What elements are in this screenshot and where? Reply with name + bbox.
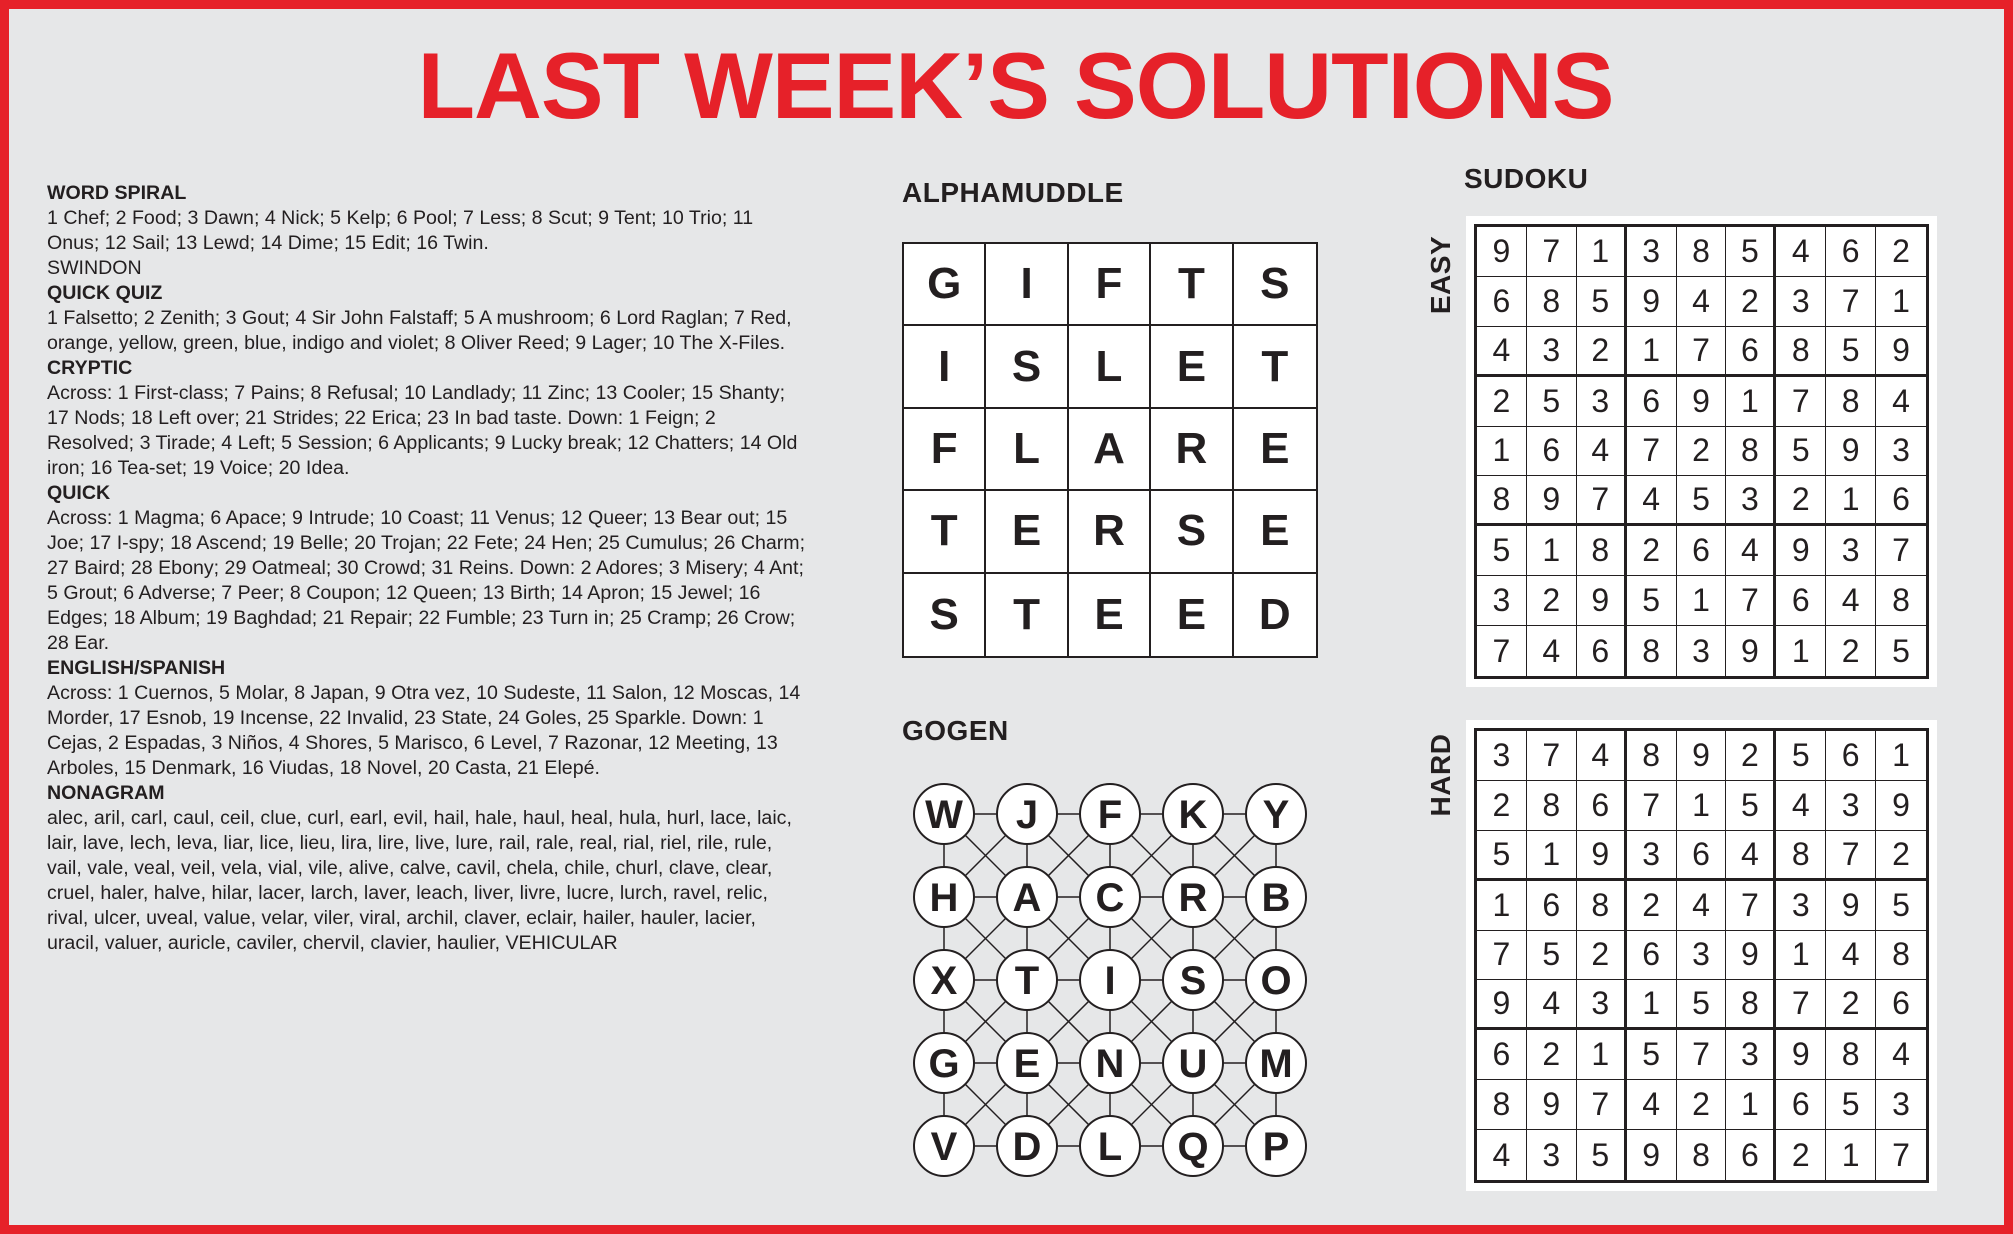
answer-heading: NONAGRAM bbox=[47, 782, 165, 804]
sudoku-cell: 5 bbox=[1677, 980, 1727, 1030]
sudoku-cell: 8 bbox=[1627, 626, 1677, 676]
sudoku-cell: 2 bbox=[1726, 277, 1776, 327]
sudoku-label: SUDOKU bbox=[1464, 163, 1589, 194]
sudoku-cell: 5 bbox=[1892, 632, 1910, 669]
sudoku-cell: 1 bbox=[1627, 980, 1677, 1030]
alphamuddle-cell: S bbox=[1234, 244, 1316, 326]
sudoku-cell: 4 bbox=[1477, 327, 1527, 377]
sudoku-cell: 6 bbox=[1776, 1080, 1826, 1130]
sudoku-cell: 9 bbox=[1477, 227, 1527, 277]
sudoku-cell: 9 bbox=[1726, 626, 1776, 676]
sudoku-cell: 8 bbox=[1726, 980, 1776, 1030]
sudoku-cell: 2 bbox=[1677, 1080, 1727, 1130]
sudoku-cell: 5 bbox=[1527, 377, 1577, 427]
sudoku-cell: 3 bbox=[1477, 576, 1527, 626]
sudoku-cell: 3 bbox=[1527, 327, 1577, 377]
answer-section bbox=[47, 356, 807, 481]
sudoku-cell: 5 bbox=[1677, 476, 1727, 526]
sudoku-cell: 2 bbox=[1527, 1030, 1577, 1080]
sudoku-cell: 1 bbox=[1826, 476, 1876, 526]
alphamuddle-cell: L bbox=[1069, 326, 1151, 408]
sudoku-cell: 4 bbox=[1527, 980, 1577, 1030]
sudoku-cell: 3 bbox=[1776, 277, 1826, 327]
gogen-letter: L bbox=[1097, 1125, 1123, 1169]
sudoku-cell: 2 bbox=[1726, 731, 1776, 781]
gogen-letter: J bbox=[1015, 793, 1039, 837]
answer-text: Across: 1 Magma; 6 Apace; 9 Intrude; 10 Coast; 11 Venus; 12 Queer; 13 Bear out; 15 Joe; 17 I-spy; 18 Ascend; 19 Belle; 20 Trojan; 22 Fete; 24 Hen; 25 Cumulus; 26 Charm; 27 Baird; 28 Ebony; 29 Oatmeal; 30 Crowd; 31 Reins. Down: 2 Adores; 3 Misery; 4 Ant; 5 Grout; 6 Adverse; 7 Peer; 8 Coupon; 12 Queen; 13 Birth; 14 Apron; 15 Jewel; 16 Edges; 18 Album; 19 Baghdad; 21 Repair; 22 Fumble; 23 Turn in; 25 Cramp; 26 Crow; 28 Ear. bbox=[47, 507, 806, 654]
sudoku-cell: 1 bbox=[1577, 1030, 1627, 1080]
sudoku-cell: 8 bbox=[1527, 781, 1577, 831]
answer-section bbox=[47, 656, 807, 781]
sudoku-cell: 3 bbox=[1627, 831, 1677, 881]
sudoku-cell: 2 bbox=[1577, 931, 1627, 981]
alphamuddle-cell: R bbox=[1069, 491, 1151, 573]
sudoku-cell: 6 bbox=[1726, 327, 1776, 377]
sudoku-cell: 7 bbox=[1776, 980, 1826, 1030]
sudoku-cell: 5 bbox=[1577, 277, 1627, 327]
alphamuddle-cell: E bbox=[1151, 574, 1233, 656]
sudoku-cell: 8 bbox=[1477, 476, 1527, 526]
sudoku-cell: 8 bbox=[1876, 576, 1926, 626]
sudoku-cell: 9 bbox=[1677, 731, 1727, 781]
sudoku-cell: 1 bbox=[1776, 931, 1826, 981]
sudoku-cell: 6 bbox=[1876, 476, 1926, 526]
gogen-letter: R bbox=[1178, 876, 1208, 920]
alphamuddle-cell: E bbox=[1069, 574, 1151, 656]
sudoku-cell: 4 bbox=[1577, 427, 1627, 477]
alphamuddle-cell: E bbox=[1151, 326, 1233, 408]
sudoku-cell: 7 bbox=[1826, 277, 1876, 327]
answer-section bbox=[47, 781, 807, 956]
sudoku-cell: 1 bbox=[1726, 377, 1776, 427]
alphamuddle-cell: E bbox=[986, 491, 1068, 573]
sudoku-cell: 6 bbox=[1577, 781, 1627, 831]
sudoku-cell: 4 bbox=[1726, 831, 1776, 881]
sudoku-cell: 8 bbox=[1527, 277, 1577, 327]
alphamuddle-cell: I bbox=[986, 244, 1068, 326]
sudoku-cell: 3 bbox=[1477, 731, 1527, 781]
sudoku-cell: 2 bbox=[1627, 526, 1677, 576]
sudoku-cell: 5 bbox=[1826, 327, 1876, 377]
alphamuddle-cell: R bbox=[1151, 409, 1233, 491]
alphamuddle-cell: A bbox=[1069, 409, 1151, 491]
alphamuddle-cell: S bbox=[986, 326, 1068, 408]
sudoku-cell: 1 bbox=[1876, 731, 1926, 781]
alphamuddle-grid bbox=[902, 242, 1318, 658]
sudoku-cell: 8 bbox=[1677, 1130, 1727, 1180]
sudoku-cell: 7 bbox=[1477, 626, 1527, 676]
alphamuddle-cell: F bbox=[904, 409, 986, 491]
gogen-letter: U bbox=[1178, 1042, 1208, 1086]
sudoku-easy-label: EASY bbox=[1425, 235, 1456, 315]
sudoku-cell: 8 bbox=[1776, 831, 1826, 881]
sudoku-cell: 2 bbox=[1876, 831, 1926, 881]
sudoku-cell: 5 bbox=[1477, 526, 1527, 576]
sudoku-cell: 1 bbox=[1677, 576, 1727, 626]
sudoku-cell: 4 bbox=[1577, 731, 1627, 781]
sudoku-cell: 7 bbox=[1477, 931, 1527, 981]
sudoku-cell: 3 bbox=[1577, 377, 1627, 427]
sudoku-cell: 7 bbox=[1726, 576, 1776, 626]
sudoku-cell: 3 bbox=[1677, 931, 1727, 981]
sudoku-cell: 6 bbox=[1527, 881, 1577, 931]
gogen-letter: V bbox=[930, 1125, 958, 1169]
answer-section bbox=[47, 481, 807, 656]
page-title: LAST WEEK’S SOLUTIONS bbox=[417, 33, 1614, 138]
sudoku-cell: 1 bbox=[1477, 427, 1527, 477]
alphamuddle-cell: G bbox=[904, 244, 986, 326]
sudoku-cell: 4 bbox=[1826, 576, 1876, 626]
sudoku-cell: 8 bbox=[1876, 931, 1926, 981]
gogen-letter: M bbox=[1259, 1042, 1293, 1086]
alphamuddle-cell: I bbox=[904, 326, 986, 408]
sudoku-cell: 2 bbox=[1477, 781, 1527, 831]
sudoku-cell: 7 bbox=[1527, 227, 1577, 277]
sudoku-hard-label: HARD bbox=[1425, 733, 1456, 817]
sudoku-cell: 7 bbox=[1876, 526, 1926, 576]
sudoku-cell: 3 bbox=[1876, 427, 1926, 477]
sudoku-cell: 8 bbox=[1826, 1030, 1876, 1080]
alphamuddle-cell: T bbox=[1151, 244, 1233, 326]
sudoku-cell: 3 bbox=[1776, 881, 1826, 931]
sudoku-cell: 9 bbox=[1776, 1030, 1826, 1080]
sudoku-cell: 6 bbox=[1527, 427, 1577, 477]
sudoku-cell: 1 bbox=[1627, 327, 1677, 377]
answer-text: 1 Falsetto; 2 Zenith; 3 Gout; 4 Sir John Falstaff; 5 A mushroom; 6 Lord Raglan; 7 Red, orange, yellow, green, blue, indigo and violet; 8 Oliver Reed; 9 Lager; 10 The X-Files. bbox=[47, 307, 792, 354]
sudoku-cell: 3 bbox=[1826, 526, 1876, 576]
answer-heading: QUICK bbox=[47, 482, 111, 504]
sudoku-cell: 4 bbox=[1527, 626, 1577, 676]
gogen-letter: H bbox=[929, 876, 959, 920]
gogen-letter: K bbox=[1178, 793, 1208, 837]
sudoku-cell: 5 bbox=[1477, 831, 1527, 881]
sudoku-cell: 5 bbox=[1627, 1030, 1677, 1080]
gogen-letter: Q bbox=[1177, 1125, 1209, 1169]
sudoku-hard-panel bbox=[1466, 720, 1937, 1191]
alphamuddle-cell: T bbox=[986, 574, 1068, 656]
sudoku-cell: 6 bbox=[1726, 1130, 1776, 1180]
sudoku-cell: 5 bbox=[1577, 1130, 1627, 1180]
sudoku-cell: 9 bbox=[1876, 781, 1926, 831]
answer-extra: SWINDON bbox=[47, 257, 142, 279]
gogen-letter: G bbox=[928, 1042, 960, 1086]
gogen-letter: W bbox=[925, 793, 963, 837]
sudoku-cell: 7 bbox=[1677, 327, 1727, 377]
alphamuddle-cell: E bbox=[1234, 491, 1316, 573]
sudoku-cell: 4 bbox=[1776, 227, 1826, 277]
sudoku-cell: 9 bbox=[1527, 1080, 1577, 1130]
sudoku-cell: 5 bbox=[1776, 427, 1826, 477]
sudoku-cell: 9 bbox=[1876, 327, 1926, 377]
sudoku-cell: 4 bbox=[1677, 277, 1727, 327]
alphamuddle-cell: E bbox=[1234, 409, 1316, 491]
sudoku-cell: 9 bbox=[1677, 377, 1727, 427]
alphamuddle-cell: T bbox=[904, 491, 986, 573]
sudoku-cell: 3 bbox=[1826, 781, 1876, 831]
gogen-letter: I bbox=[1104, 959, 1116, 1003]
sudoku-cell: 7 bbox=[1892, 1136, 1910, 1173]
sudoku-cell: 8 bbox=[1826, 377, 1876, 427]
sudoku-cell: 7 bbox=[1627, 781, 1677, 831]
sudoku-cell: 8 bbox=[1677, 227, 1727, 277]
gogen-letter: C bbox=[1095, 876, 1125, 920]
sudoku-cell: 6 bbox=[1826, 227, 1876, 277]
gogen-letter: O bbox=[1260, 959, 1292, 1003]
sudoku-cell: 1 bbox=[1677, 781, 1727, 831]
sudoku-cell: 7 bbox=[1627, 427, 1677, 477]
sudoku-cell: 9 bbox=[1826, 881, 1876, 931]
sudoku-cell: 3 bbox=[1677, 626, 1727, 676]
sudoku-cell: 7 bbox=[1677, 1030, 1727, 1080]
sudoku-cell: 7 bbox=[1776, 377, 1826, 427]
sudoku-cell: 3 bbox=[1726, 476, 1776, 526]
sudoku-cell: 9 bbox=[1627, 277, 1677, 327]
sudoku-cell: 4 bbox=[1627, 476, 1677, 526]
sudoku-cell: 1 bbox=[1826, 1130, 1876, 1180]
sudoku-cell: 7 bbox=[1527, 731, 1577, 781]
sudoku-cell: 8 bbox=[1577, 881, 1627, 931]
sudoku-cell: 5 bbox=[1876, 881, 1926, 931]
sudoku-easy-panel bbox=[1466, 216, 1937, 687]
alphamuddle-cell: T bbox=[1234, 326, 1316, 408]
sudoku-cell: 2 bbox=[1477, 377, 1527, 427]
answer-text: 1 Chef; 2 Food; 3 Dawn; 4 Nick; 5 Kelp; 6 Pool; 7 Less; 8 Scut; 9 Tent; 10 Trio; 11 Onus; 12 Sail; 13 Lewd; 14 Dime; 15 Edit; 16 Twin. bbox=[47, 207, 754, 254]
answer-text: Across: 1 First-class; 7 Pains; 8 Refusal; 10 Landlady; 11 Zinc; 13 Cooler; 15 Shanty; 17 Nods; 18 Left over; 21 Strides; 22 Erica; 23 In bad taste. Down: 1 Feign; 2 Resolved; 3 Tirade; 4 Left; 5 Session; 6 Applicants; 9 Lucky break; 12 Chatters; 14 Old iron; 16 Tea-set; 19 Voice; 20 Idea. bbox=[47, 382, 798, 479]
gogen-letter: E bbox=[1013, 1042, 1041, 1086]
gogen-letter: D bbox=[1012, 1125, 1042, 1169]
alphamuddle-cell: D bbox=[1258, 589, 1291, 639]
sudoku-cell: 4 bbox=[1826, 931, 1876, 981]
sudoku-cell: 9 bbox=[1577, 576, 1627, 626]
sudoku-cell: 4 bbox=[1876, 1030, 1926, 1080]
answer-heading: WORD SPIRAL bbox=[47, 182, 187, 204]
sudoku-cell: 6 bbox=[1577, 626, 1627, 676]
sudoku-cell: 2 bbox=[1577, 327, 1627, 377]
alphamuddle-cell: S bbox=[904, 574, 986, 656]
sudoku-cell: 7 bbox=[1826, 831, 1876, 881]
answer-heading: CRYPTIC bbox=[47, 357, 133, 379]
sudoku-cell: 9 bbox=[1726, 931, 1776, 981]
sudoku-cell: 2 bbox=[1677, 427, 1727, 477]
sudoku-cell: 4 bbox=[1876, 377, 1926, 427]
sudoku-cell: 8 bbox=[1776, 327, 1826, 377]
gogen-svg bbox=[902, 772, 1318, 1188]
sudoku-cell: 3 bbox=[1527, 1130, 1577, 1180]
alphamuddle-label: ALPHAMUDDLE bbox=[902, 177, 1124, 208]
sudoku-cell: 6 bbox=[1826, 731, 1876, 781]
sudoku-cell: 2 bbox=[1776, 476, 1826, 526]
answer-section bbox=[47, 281, 807, 356]
sudoku-cell: 5 bbox=[1726, 227, 1776, 277]
sudoku-cell: 6 bbox=[1477, 277, 1527, 327]
sudoku-easy-grid bbox=[1474, 224, 1929, 679]
sudoku-cell: 1 bbox=[1726, 1080, 1776, 1130]
sudoku-cell: 9 bbox=[1577, 831, 1627, 881]
sudoku-cell: 4 bbox=[1776, 781, 1826, 831]
sudoku-cell: 8 bbox=[1726, 427, 1776, 477]
sudoku-cell: 7 bbox=[1726, 881, 1776, 931]
sudoku-cell: 6 bbox=[1677, 526, 1727, 576]
sudoku-cell: 9 bbox=[1477, 980, 1527, 1030]
sudoku-cell: 6 bbox=[1876, 980, 1926, 1030]
sudoku-cell: 8 bbox=[1577, 526, 1627, 576]
gogen-letter: T bbox=[1014, 959, 1040, 1003]
sudoku-cell: 1 bbox=[1527, 831, 1577, 881]
sudoku-cell: 3 bbox=[1577, 980, 1627, 1030]
gogen-letter: F bbox=[1097, 793, 1123, 837]
sudoku-cell: 3 bbox=[1627, 227, 1677, 277]
sudoku-cell: 9 bbox=[1627, 1130, 1677, 1180]
sudoku-cell: 1 bbox=[1876, 277, 1926, 327]
gogen-letter: P bbox=[1262, 1125, 1290, 1169]
sudoku-cell: 5 bbox=[1776, 731, 1826, 781]
answers-column bbox=[47, 181, 807, 956]
sudoku-cell: 5 bbox=[1527, 931, 1577, 981]
sudoku-cell: 2 bbox=[1826, 980, 1876, 1030]
sudoku-cell: 1 bbox=[1577, 227, 1627, 277]
sudoku-cell: 6 bbox=[1627, 377, 1677, 427]
answer-heading: QUICK QUIZ bbox=[47, 282, 163, 304]
gogen-letter: S bbox=[1179, 959, 1207, 1003]
sudoku-cell: 6 bbox=[1677, 831, 1727, 881]
answer-heading: ENGLISH/SPANISH bbox=[47, 657, 226, 679]
sudoku-cell: 2 bbox=[1876, 227, 1926, 277]
alphamuddle-cell: F bbox=[1069, 244, 1151, 326]
sudoku-cell: 4 bbox=[1627, 1080, 1677, 1130]
sudoku-cell: 1 bbox=[1477, 881, 1527, 931]
sudoku-cell: 5 bbox=[1627, 576, 1677, 626]
gogen-grid bbox=[902, 772, 1318, 1188]
sudoku-cell: 1 bbox=[1776, 626, 1826, 676]
sudoku-cell: 2 bbox=[1826, 626, 1876, 676]
alphamuddle-cell: L bbox=[986, 409, 1068, 491]
sudoku-cell: 4 bbox=[1677, 881, 1727, 931]
gogen-label: GOGEN bbox=[902, 715, 1009, 746]
gogen-letter: X bbox=[930, 959, 958, 1003]
sudoku-cell: 3 bbox=[1726, 1030, 1776, 1080]
gogen-letter: B bbox=[1261, 876, 1291, 920]
sudoku-cell: 6 bbox=[1477, 1030, 1527, 1080]
sudoku-cell: 7 bbox=[1577, 476, 1627, 526]
answer-text: Across: 1 Cuernos, 5 Molar, 8 Japan, 9 Otra vez, 10 Sudeste, 11 Salon, 12 Moscas, 14 Morder, 17 Esnob, 19 Incense, 22 Invalid, 23 State, 24 Goles, 25 Sparkle. Down: 1 Cejas, 2 Espadas, 3 Niños, 4 Shores, 5 Marisco, 6 Level, 7 Razonar, 12 Meeting, 13 Arboles, 15 Denmark, 16 Viudas, 18 Novel, 20 Casta, 21 Elepé. bbox=[47, 682, 801, 779]
gogen-letter: Y bbox=[1262, 793, 1290, 837]
sudoku-cell: 4 bbox=[1477, 1130, 1527, 1180]
sudoku-hard-grid bbox=[1474, 728, 1929, 1183]
sudoku-cell: 5 bbox=[1826, 1080, 1876, 1130]
sudoku-cell: 1 bbox=[1527, 526, 1577, 576]
sudoku-cell: 4 bbox=[1726, 526, 1776, 576]
sudoku-cell: 2 bbox=[1627, 881, 1677, 931]
sudoku-cell: 5 bbox=[1726, 781, 1776, 831]
sudoku-cell: 7 bbox=[1577, 1080, 1627, 1130]
sudoku-cell: 6 bbox=[1776, 576, 1826, 626]
answer-text: alec, aril, carl, caul, ceil, clue, curl, earl, evil, hail, hale, haul, heal, hula, hurl, lace, laic, lair, lave, lech, leva, liar, lice, lieu, lira, lire, live, lure, rail, rale, real, rial, riel, rile, rule, vail, vale, veal, veil, vela, vial, vile, alive, calve, cavil, chela, chile, churl, clave, clear, cruel, haler, halve, hilar, lacer, larch, laver, leach, liver, livre, lucre, lurch, ravel, relic, rival, ulcer, uveal, value, velar, viler, viral, archil, claver, eclair, hailer, hauler, lacier, uracil, valuer, auricle, caviler, chervil, clavier, haulier, VEHICULAR bbox=[47, 807, 792, 954]
gogen-letter: N bbox=[1095, 1042, 1125, 1086]
sudoku-cell: 2 bbox=[1527, 576, 1577, 626]
gogen-letter: A bbox=[1012, 876, 1042, 920]
sudoku-cell: 3 bbox=[1876, 1080, 1926, 1130]
sudoku-cell: 6 bbox=[1627, 931, 1677, 981]
sudoku-cell: 9 bbox=[1527, 476, 1577, 526]
sudoku-cell: 9 bbox=[1776, 526, 1826, 576]
sudoku-cell: 2 bbox=[1776, 1130, 1826, 1180]
answer-section bbox=[47, 181, 807, 281]
sudoku-cell: 9 bbox=[1826, 427, 1876, 477]
sudoku-cell: 8 bbox=[1477, 1080, 1527, 1130]
sudoku-cell: 8 bbox=[1627, 731, 1677, 781]
alphamuddle-cell: S bbox=[1151, 491, 1233, 573]
